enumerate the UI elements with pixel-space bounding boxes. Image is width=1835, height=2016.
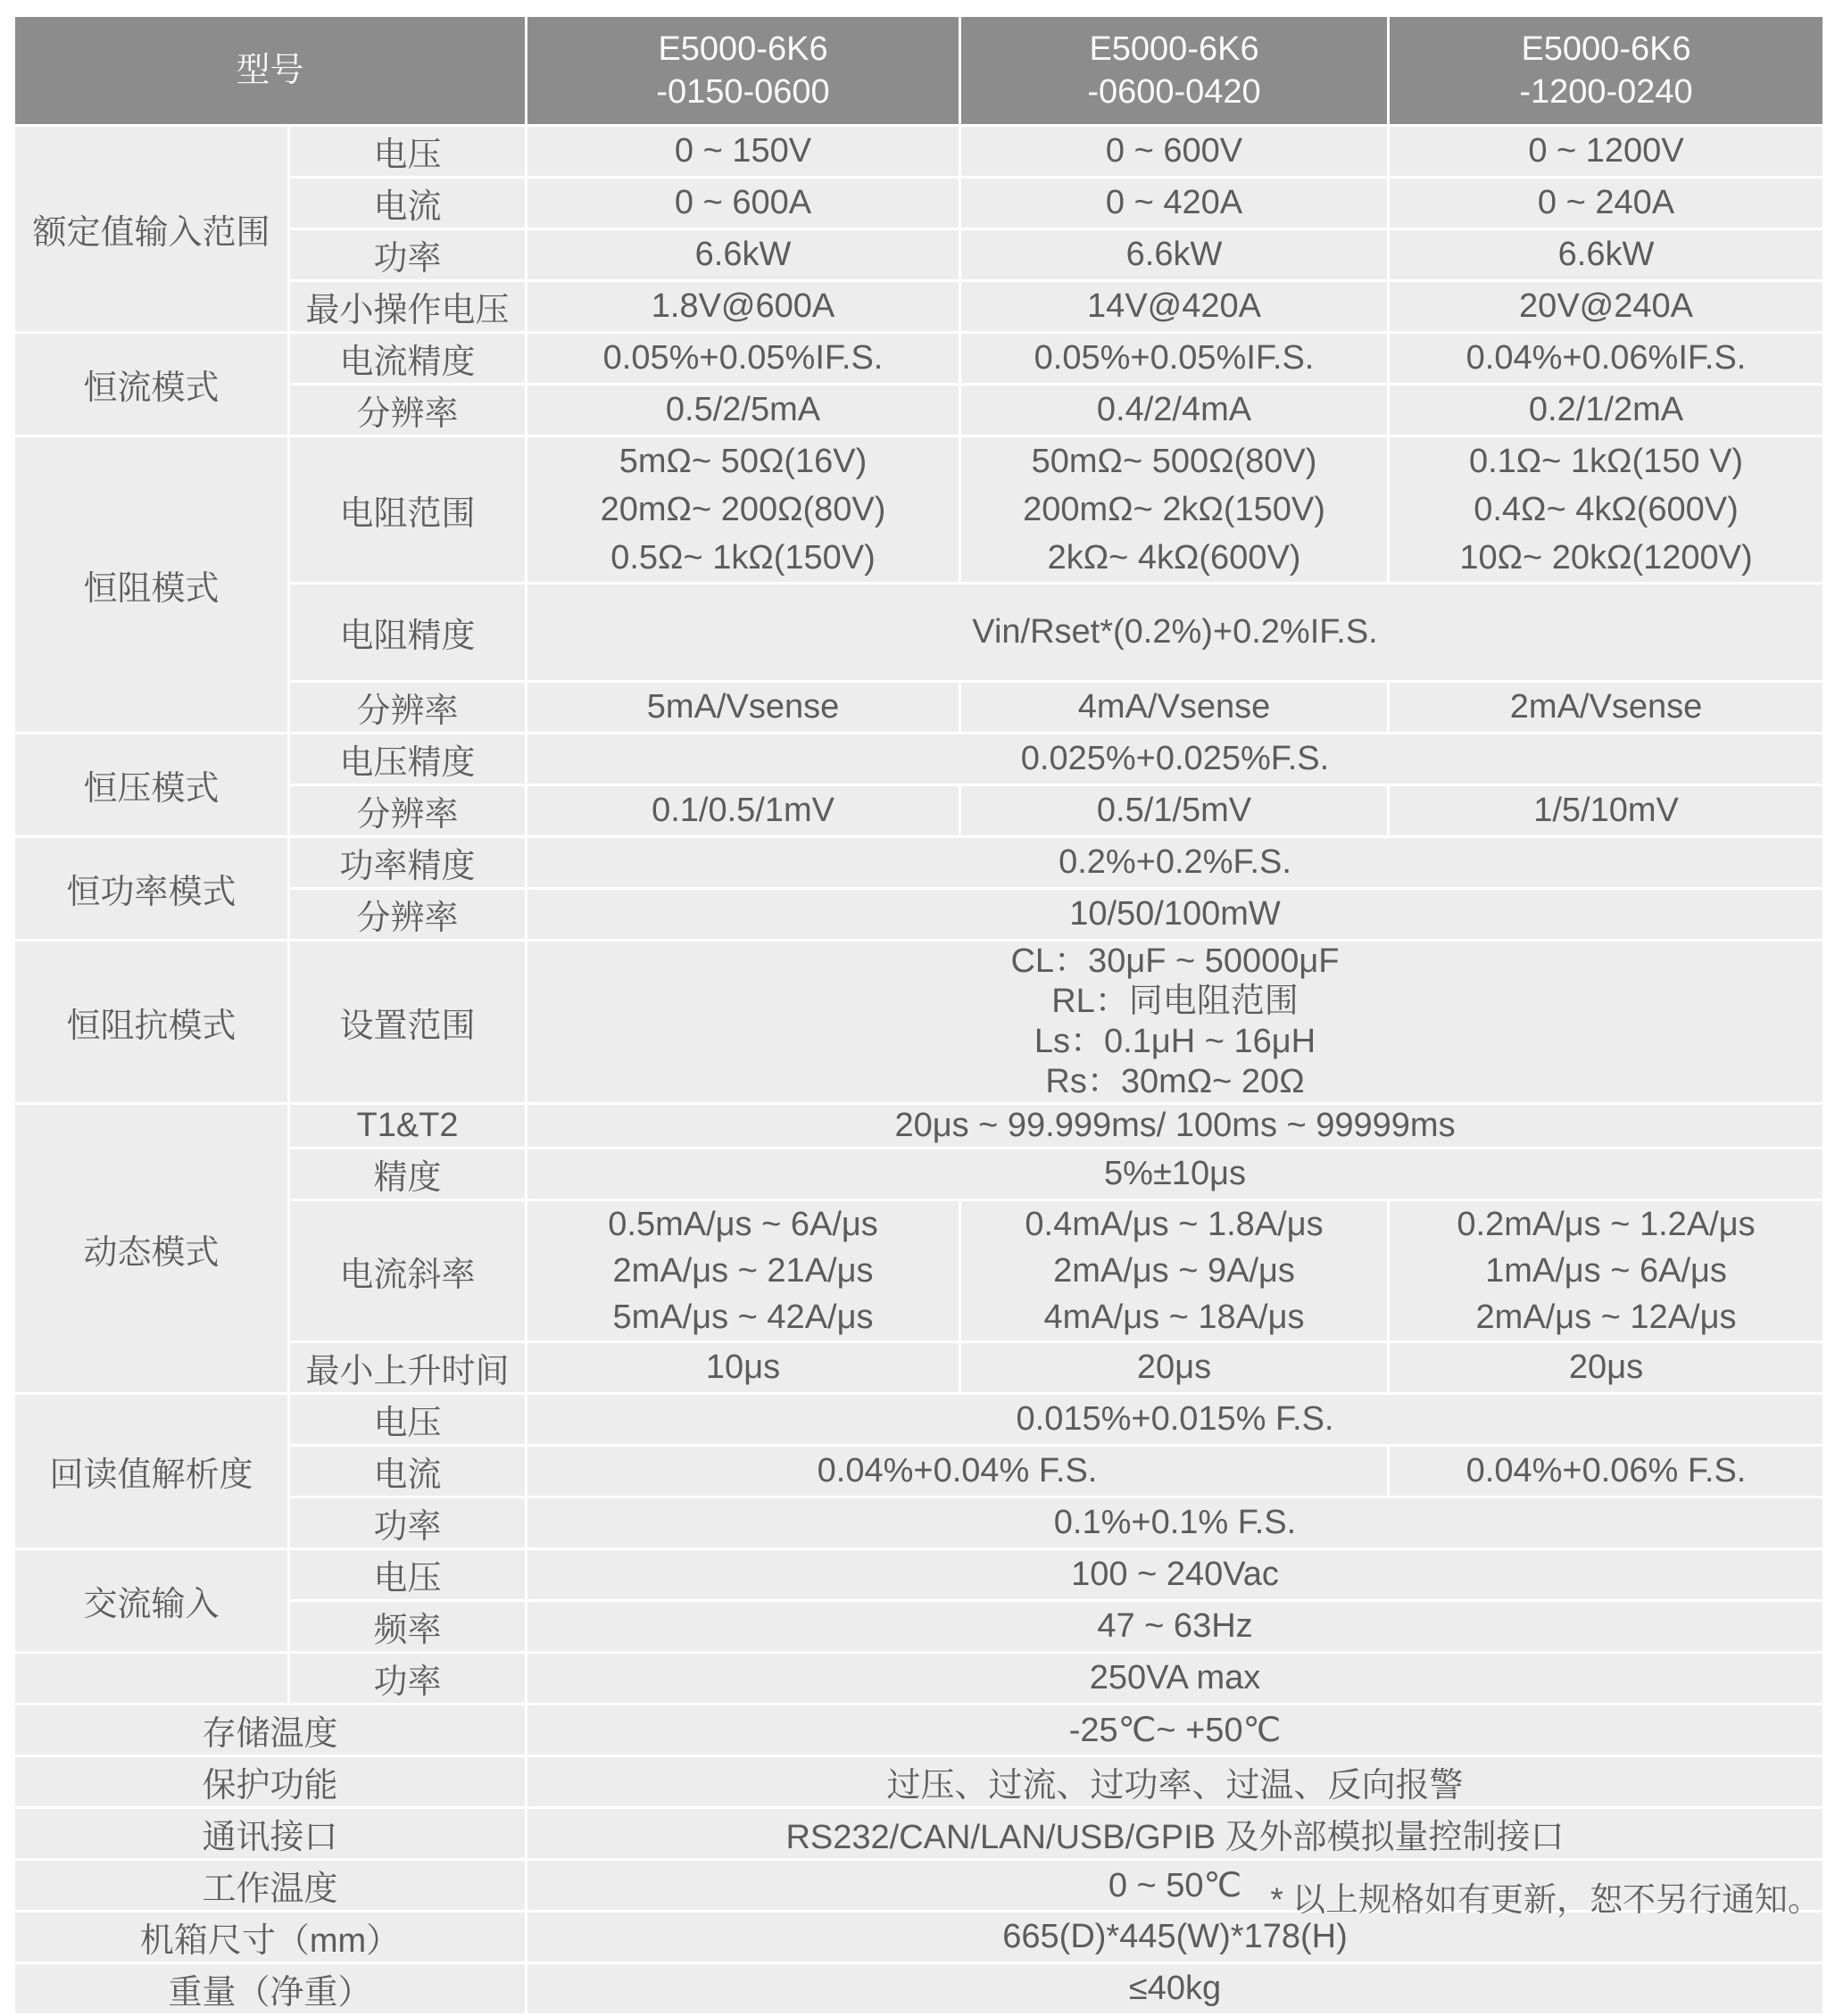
dyn-slew-c1-l2: 2mA/μs ~ 21A/μs [612,1252,874,1290]
label-cc-accuracy: 电流精度 [289,333,527,385]
cr-range-row [14,436,1824,584]
model-3-header-cell [1389,16,1824,126]
cz-range-l4: Rs：30mΩ~ 20Ω [1045,1063,1305,1100]
model-2-line1: E5000-6K6 [1089,30,1259,68]
readback-voltage-row [14,1394,1824,1446]
label-cv-resolution: 分辨率 [289,785,527,837]
group-cell-readback: 回读值解析度 [14,1394,289,1549]
label-rated-current: 电流 [289,178,527,229]
label-rated-power: 功率 [289,229,527,281]
general-protection-row [14,1756,1824,1808]
model-1-header-cell [527,16,960,126]
label-dyn-accuracy: 精度 [289,1149,527,1200]
dyn-slew-c3-l2: 1mA/μs ~ 6A/μs [1485,1252,1727,1290]
cp-accuracy-row [14,837,1824,889]
cv-resolution-c1: 0.1/0.5/1mV [527,785,960,837]
cv-resolution-c3: 1/5/10mV [1389,785,1824,837]
cr-range-c2-l1: 50mΩ~ 500Ω(80V) [1031,443,1317,480]
rated-voltage-c2: 0 ~ 600V [960,126,1389,178]
cr-range-c2 [960,436,1389,584]
dyn-rise-c3: 20μs [1389,1342,1824,1394]
readback-voltage-value: 0.015%+0.015% F.S. [527,1394,1824,1446]
group-cell-cr: 恒阻模式 [14,436,289,734]
label-rated-voltage: 电压 [289,126,527,178]
group-cell-dynamic: 动态模式 [14,1104,289,1394]
cz-range-value [527,941,1824,1104]
label-cv-accuracy: 电压精度 [289,734,527,785]
label-readback-power: 功率 [289,1497,527,1549]
cr-accuracy-value: Vin/Rset*(0.2%)+0.2%IF.S. [527,584,1824,682]
cr-range-c1-l2: 20mΩ~ 200Ω(80V) [600,491,886,528]
dyn-slew-c2-l1: 0.4mA/μs ~ 1.8A/μs [1025,1206,1324,1243]
cc-resolution-c2: 0.4/2/4mA [960,385,1389,436]
label-cz-range: 设置范围 [289,941,527,1104]
label-ac-power: 功率 [289,1653,527,1705]
label-ac-freq: 频率 [289,1601,527,1653]
cr-resolution-c3: 2mA/Vsense [1389,682,1824,734]
cc-accuracy-c2: 0.05%+0.05%IF.S. [960,333,1389,385]
label-dyn-rise: 最小上升时间 [289,1342,527,1394]
model-header-cell: 型号 [14,16,527,126]
working-temp-value: 0 ~ 50℃ [527,1860,1824,1912]
spec-table [12,14,1825,2016]
cc-accuracy-row [14,333,1824,385]
rated-power-c2: 6.6kW [960,229,1389,281]
protection-value: 过压、过流、过功率、过温、反向报警 [527,1756,1824,1808]
model-2-line2: -0600-0420 [1087,73,1261,111]
cr-range-c3-l1: 0.1Ω~ 1kΩ(150 V) [1468,443,1744,480]
general-weight-row [14,1963,1824,2015]
general-storage-temp-row [14,1705,1824,1756]
label-cr-accuracy: 电阻精度 [289,584,527,682]
cz-range-row [14,941,1824,1104]
rated-power-c1: 6.6kW [527,229,960,281]
label-storage-temp: 存储温度 [14,1705,527,1756]
cr-range-c1-l3: 0.5Ω~ 1kΩ(150V) [610,539,876,577]
rated-minvoltage-c2: 14V@420A [960,281,1389,333]
cr-range-c3-l3: 10Ω~ 20kΩ(1200V) [1459,539,1753,577]
dimensions-value: 665(D)*445(W)*178(H) [527,1912,1824,1963]
dyn-t1t2-row [14,1104,1824,1149]
model-1-line1: E5000-6K6 [658,30,828,68]
label-cp-accuracy: 功率精度 [289,837,527,889]
cr-range-c3-l2: 0.4Ω~ 4kΩ(600V) [1474,491,1739,528]
weight-value: ≤40kg [527,1963,1824,2015]
group-cell-rated: 额定值输入范围 [14,126,289,333]
cr-range-c3 [1389,436,1824,584]
ac-voltage-value: 100 ~ 240Vac [527,1549,1824,1601]
label-cr-resolution: 分辨率 [289,682,527,734]
dyn-rise-c1: 10μs [527,1342,960,1394]
label-dimensions: 机箱尺寸（mm） [14,1912,527,1963]
rated-voltage-c1: 0 ~ 150V [527,126,960,178]
cv-accuracy-value: 0.025%+0.025%F.S. [527,734,1824,785]
group-cell-ac: 交流输入 [14,1549,289,1653]
model-3-line2: -1200-0240 [1519,73,1693,111]
dyn-t1t2-value: 20μs ~ 99.999ms/ 100ms ~ 99999ms [527,1104,1824,1149]
group-cell-cp: 恒功率模式 [14,837,289,941]
dyn-accuracy-value: 5%±10μs [527,1149,1824,1200]
cr-resolution-c1: 5mA/Vsense [527,682,960,734]
dyn-slew-c2-l3: 4mA/μs ~ 18A/μs [1043,1298,1305,1336]
header-row [14,16,1824,126]
general-comm-row [14,1808,1824,1860]
footnote: * 以上规格如有更新，恕不另行通知。 [1270,1881,1821,1918]
cr-range-c2-l3: 2kΩ~ 4kΩ(600V) [1047,539,1301,577]
rated-current-c2: 0 ~ 420A [960,178,1389,229]
label-working-temp: 工作温度 [14,1860,527,1912]
cc-accuracy-c3: 0.04%+0.06%IF.S. [1389,333,1824,385]
readback-power-value: 0.1%+0.1% F.S. [527,1497,1824,1549]
readback-current-c12: 0.04%+0.04% F.S. [527,1446,1389,1497]
dyn-rise-c2: 20μs [960,1342,1389,1394]
label-rated-minvoltage: 最小操作电压 [289,281,527,333]
comm-interface-value: RS232/CAN/LAN/USB/GPIB 及外部模拟量控制接口 [527,1808,1824,1860]
label-cr-range: 电阻范围 [289,436,527,584]
rated-voltage-row [14,126,1824,178]
label-readback-voltage: 电压 [289,1394,527,1446]
readback-current-c3: 0.04%+0.06% F.S. [1389,1446,1824,1497]
label-cp-resolution: 分辨率 [289,889,527,941]
ac-power-row [14,1653,1824,1705]
label-cc-resolution: 分辨率 [289,385,527,436]
cv-accuracy-row [14,734,1824,785]
cr-resolution-c2: 4mA/Vsense [960,682,1389,734]
label-dyn-t1t2: T1&T2 [289,1104,527,1149]
model-1-line2: -0150-0600 [656,73,830,111]
cp-resolution-value: 10/50/100mW [527,889,1824,941]
group-cell-cc: 恒流模式 [14,333,289,436]
label-protection: 保护功能 [14,1756,527,1808]
rated-current-c1: 0 ~ 600A [527,178,960,229]
storage-temp-value: -25℃~ +50℃ [527,1705,1824,1756]
model-2-header-cell [960,16,1389,126]
cc-resolution-c1: 0.5/2/5mA [527,385,960,436]
dyn-slew-c3-l3: 2mA/μs ~ 12A/μs [1475,1298,1737,1336]
dyn-slew-c2 [960,1200,1389,1342]
cr-range-c1 [527,436,960,584]
cv-resolution-c2: 0.5/1/5mV [960,785,1389,837]
ac-power-value: 250VA max [527,1653,1824,1705]
dyn-slew-c1-l1: 0.5mA/μs ~ 6A/μs [608,1206,878,1243]
model-3-line1: E5000-6K6 [1521,30,1691,68]
label-comm-interface: 通讯接口 [14,1808,527,1860]
rated-current-c3: 0 ~ 240A [1389,178,1824,229]
dyn-slew-c2-l2: 2mA/μs ~ 9A/μs [1053,1252,1295,1290]
dyn-slew-c3 [1389,1200,1824,1342]
cz-range-l2: RL：同电阻范围 [1051,983,1299,1020]
cc-resolution-c3: 0.2/1/2mA [1389,385,1824,436]
label-dyn-slew: 电流斜率 [289,1200,527,1342]
rated-minvoltage-c1: 1.8V@600A [527,281,960,333]
ac-power-empty-category-cell [14,1653,289,1705]
cz-range-l3: Ls：0.1μH ~ 16μH [1034,1023,1316,1060]
group-cell-cv: 恒压模式 [14,734,289,837]
ac-freq-value: 47 ~ 63Hz [527,1601,1824,1653]
label-weight: 重量（净重） [14,1963,527,2015]
cz-range-l1: CL：30μF ~ 50000μF [1010,942,1340,980]
label-ac-voltage: 电压 [289,1549,527,1601]
rated-minvoltage-c3: 20V@240A [1389,281,1824,333]
cc-accuracy-c1: 0.05%+0.05%IF.S. [527,333,960,385]
group-cell-cz: 恒阻抗模式 [14,941,289,1104]
cr-range-c1-l1: 5mΩ~ 50Ω(16V) [619,443,868,480]
cr-range-c2-l2: 200mΩ~ 2kΩ(150V) [1023,491,1325,528]
cp-accuracy-value: 0.2%+0.2%F.S. [527,837,1824,889]
ac-voltage-row [14,1549,1824,1601]
dyn-slew-c3-l1: 0.2mA/μs ~ 1.2A/μs [1457,1206,1756,1243]
rated-voltage-c3: 0 ~ 1200V [1389,126,1824,178]
dyn-slew-c1 [527,1200,960,1342]
dyn-slew-c1-l3: 5mA/μs ~ 42A/μs [612,1298,874,1336]
rated-power-c3: 6.6kW [1389,229,1824,281]
label-readback-current: 电流 [289,1446,527,1497]
